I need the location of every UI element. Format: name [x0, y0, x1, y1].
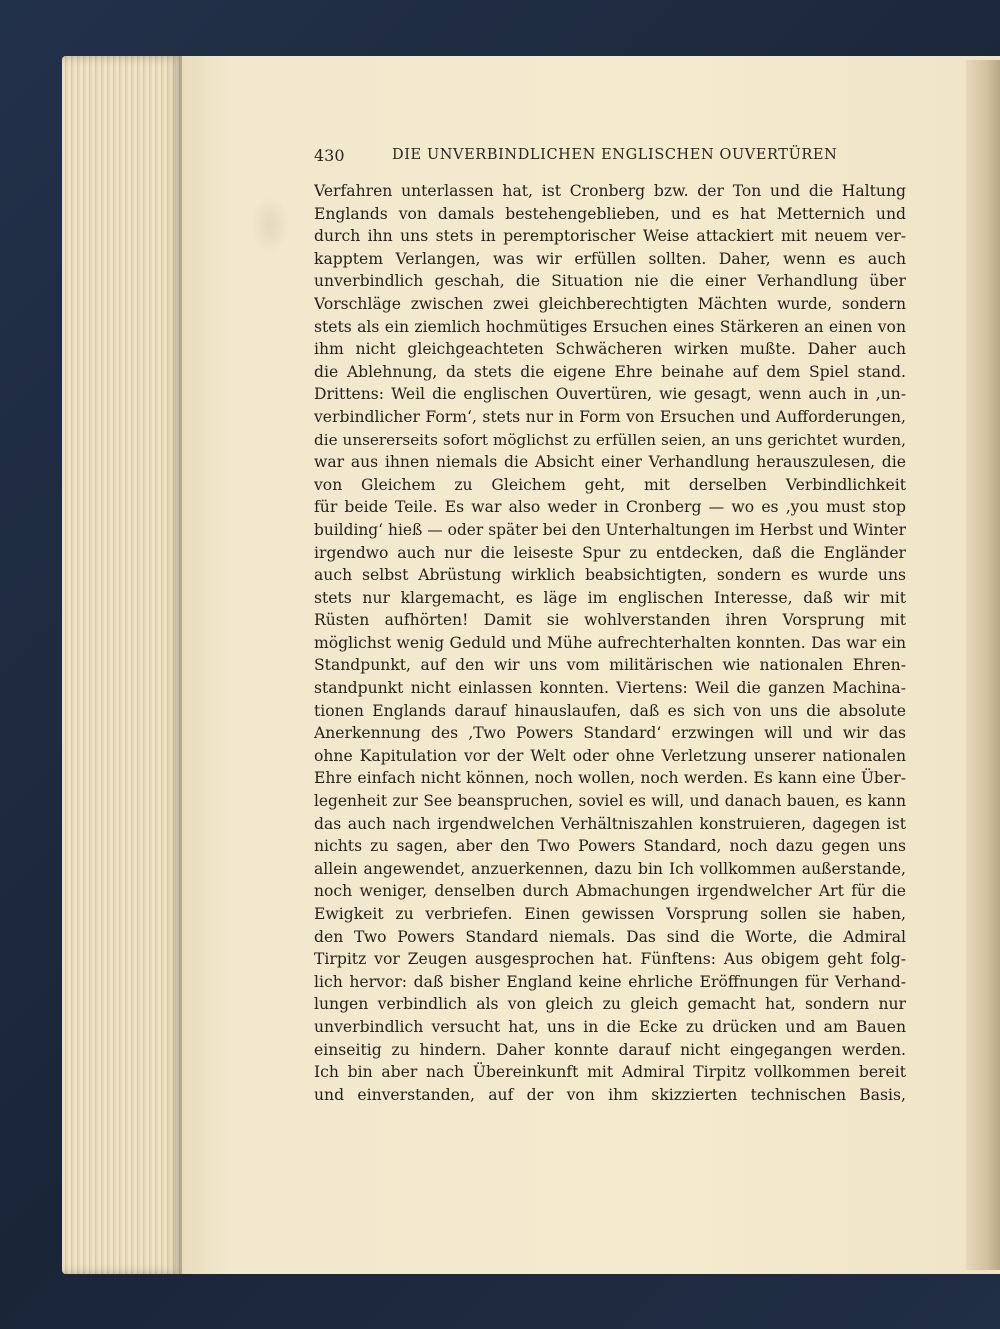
- text-line: unverbindlich versucht hat, uns in die Ecke zu drücken und am Bauen: [314, 1017, 906, 1036]
- text-line: ohne Kapitulation vor der Welt oder ohne Verletzung unserer nationalen: [314, 746, 906, 765]
- text-line: war aus ihnen niemals die Absicht einer Verhandlung herauszulesen, die: [314, 453, 906, 472]
- text-line: Rüsten aufhörten! Damit sie wohlverstanden ihren Vorsprung mit: [314, 611, 906, 630]
- text-line: building‘ hieß — oder später bei den Unterhaltungen im Herbst und Winter: [314, 520, 906, 539]
- text-line: und einverstanden, auf der von ihm skizzierten technischen Basis,: [314, 1085, 906, 1104]
- text-line: Ehre einfach nicht können, noch wollen, noch werden. Es kann eine Über-: [314, 769, 906, 788]
- text-line: von Gleichem zu Gleichem geht, mit derselben Verbindlichkeit: [314, 475, 906, 494]
- page-edges: [62, 56, 182, 1274]
- text-line: Tirpitz vor Zeugen ausgesprochen hat. Fünftens: Aus obigem geht folg-: [314, 950, 906, 969]
- page-gutter: [966, 60, 1000, 1270]
- running-header: [314, 146, 906, 168]
- text-line: Ewigkeit zu verbriefen. Einen gewissen Vorsprung sollen sie haben,: [314, 905, 906, 923]
- text-line: Vorschläge zwischen zwei gleichberechtigten Mächten wurde, sondern: [314, 294, 906, 313]
- text-line: tionen Englands darauf hinauslaufen, daß es sich von uns die absolute: [314, 701, 906, 720]
- text-line: unverbindlich geschah, die Situation nie die einer Verhandlung über: [314, 272, 906, 291]
- text-line: verbindlicher Form‘, stets nur in Form von Ersuchen und Aufforderungen,: [314, 407, 906, 426]
- show-through-marks: [250, 195, 290, 255]
- text-line: die Ablehnung, da stets die eigene Ehre beinahe auf dem Spiel stand.: [314, 362, 906, 381]
- text-line: kapptem Verlangen, was wir erfüllen sollten. Daher, wenn es auch: [314, 249, 906, 268]
- text-line: legenheit zur See beanspruchen, soviel es will, und danach bauen, es kann: [314, 792, 906, 811]
- text-line: ihm nicht gleichgeachteten Schwächeren wirken mußte. Daher auch: [314, 340, 906, 359]
- text-line: standpunkt nicht einlassen konnten. Viertens: Weil die ganzen Machina-: [314, 679, 906, 698]
- text-line: den Two Powers Standard niemals. Das sind die Worte, die Admiral: [314, 927, 906, 946]
- page-number: 430: [314, 146, 345, 165]
- body-text: [314, 180, 906, 1106]
- text-line: Ich bin aber nach Übereinkunft mit Admiral Tirpitz vollkommen bereit: [314, 1063, 906, 1082]
- text-line: auch selbst Abrüstung wirklich beabsichtigten, sondern es wurde uns: [314, 566, 906, 585]
- text-line: noch weniger, denselben durch Abmachungen irgendwelcher Art für die: [314, 882, 906, 901]
- text-line: lich hervor: daß bisher England keine ehrliche Eröffnungen für Verhand-: [314, 972, 906, 991]
- text-line: lungen verbindlich als von gleich zu gleich gemacht hat, sondern nur: [314, 995, 906, 1014]
- text-line: für beide Teile. Es war also weder in Cronberg — wo es ‚you must stop: [314, 498, 906, 517]
- text-line: Anerkennung des ‚Two Powers Standard‘ erzwingen will und wir das: [314, 724, 906, 743]
- text-line: nichts zu sagen, aber den Two Powers Standard, noch dazu gegen uns: [314, 837, 906, 856]
- text-line: das auch nach irgendwelchen Verhältniszahlen konstruieren, dagegen ist: [314, 814, 906, 833]
- text-line: Verfahren unterlassen hat, ist Cronberg bzw. der Ton und die Haltung: [314, 182, 906, 200]
- text-line: einseitig zu hindern. Daher konnte darauf nicht eingegangen werden.: [314, 1040, 906, 1059]
- text-line: Standpunkt, auf den wir uns vom militärischen wie nationalen Ehren-: [314, 656, 906, 675]
- text-line: stets als ein ziemlich hochmütiges Ersuchen eines Stärkeren an einen von: [314, 317, 906, 336]
- text-line: Drittens: Weil die englischen Ouvertüren, wie gesagt, wenn auch in ‚un-: [314, 385, 906, 404]
- text-line: durch ihn uns stets in peremptorischer Weise attackiert mit neuem ver-: [314, 227, 906, 246]
- text-line: irgendwo auch nur die leiseste Spur zu entdecken, daß die Engländer: [314, 543, 906, 562]
- text-line: Englands von damals bestehengeblieben, und es hat Metternich und: [314, 204, 906, 223]
- text-line: die unsererseits sofort möglichst zu erfüllen seien, an uns gerichtet wurden,: [314, 430, 906, 449]
- text-line: möglichst wenig Geduld und Mühe aufrechterhalten konnten. Das war ein: [314, 633, 906, 652]
- text-line: stets nur klargemacht, es läge im englischen Interesse, daß wir mit: [314, 588, 906, 607]
- text-line: allein angewendet, anzuerkennen, dazu bin Ich vollkommen außerstande,: [314, 859, 906, 878]
- running-title: DIE UNVERBINDLICHEN ENGLISCHEN OUVERTÜREN: [392, 147, 838, 163]
